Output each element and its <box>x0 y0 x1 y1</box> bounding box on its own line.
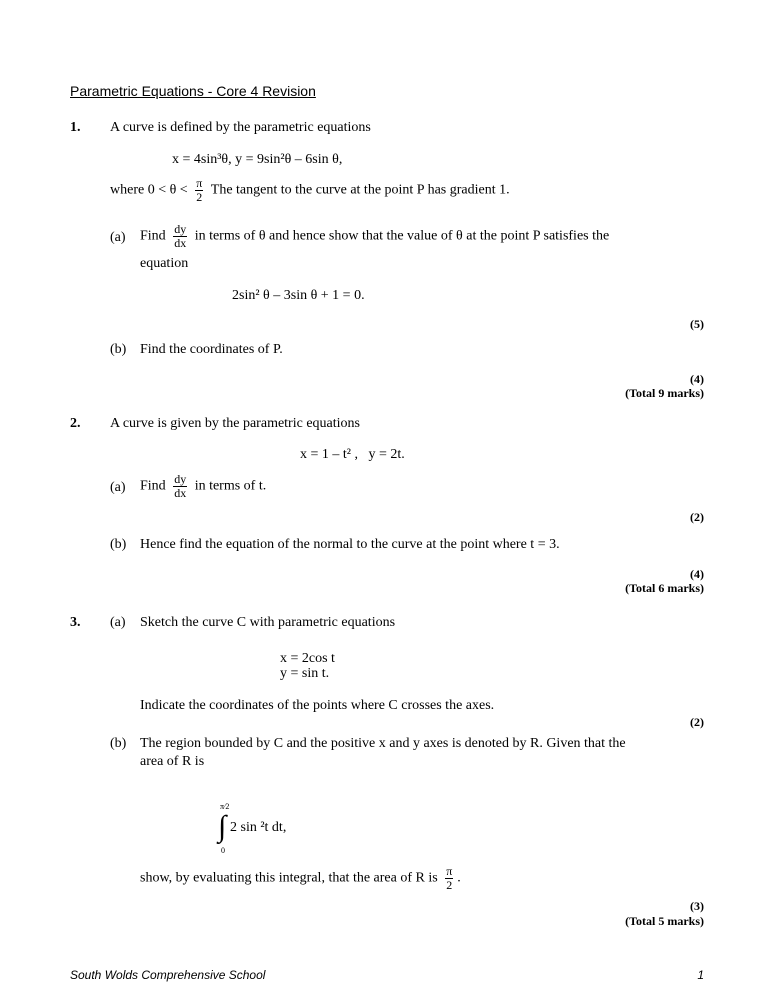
dydx-fraction <box>173 473 187 500</box>
integrand: 2 sin ²t dt, <box>230 820 287 835</box>
q3b-text2: area of R is <box>140 754 205 769</box>
integral-sign: ∫ <box>218 810 227 843</box>
numerator: dy <box>174 472 187 486</box>
q1a-equation: 2sin² θ – 3sin θ + 1 = 0. <box>232 288 365 303</box>
q3a-text2: Indicate the coordinates of the points where C crosses the axes. <box>140 698 495 713</box>
footer-page-number: 1 <box>697 968 704 982</box>
q3-number: 3. <box>70 615 81 630</box>
q2-intro: A curve is given by the parametric equations <box>110 416 360 431</box>
numerator: dy <box>174 222 187 236</box>
q2b-marks: (4) <box>690 567 704 581</box>
page-title: Parametric Equations - Core 4 Revision <box>70 83 316 99</box>
dydx-fraction <box>173 223 187 250</box>
q3-total: (Total 5 marks) <box>625 914 704 928</box>
q3b-label: (b) <box>110 736 127 751</box>
find-word: Find <box>140 478 166 494</box>
q3-eq1: x = 2cos t <box>280 651 335 666</box>
q1-where-suffix: The tangent to the curve at the point P has gradient 1. <box>210 182 510 198</box>
q1-number: 1. <box>70 120 81 135</box>
integral-upper-limit: π⁄2 <box>220 802 230 811</box>
numerator: π <box>196 176 203 190</box>
q3b-text: The region bounded by C and the positive x and y axes is denoted by R. Given that the <box>140 736 626 751</box>
q1a-text2: equation <box>140 256 189 271</box>
denominator: dx <box>174 236 187 250</box>
q1b-marks: (4) <box>690 372 704 386</box>
q1a-marks: (5) <box>690 317 704 331</box>
q2b-text: Hence find the equation of the normal to the curve at the point where t = 3. <box>140 537 560 552</box>
q1b-text: Find the coordinates of P. <box>140 342 283 357</box>
q3b-marks: (3) <box>690 899 704 913</box>
q1b-label: (b) <box>110 342 127 357</box>
q2-equation: x = 1 – t² , y = 2t. <box>300 447 405 462</box>
q1-total: (Total 9 marks) <box>625 386 704 400</box>
q2a-marks: (2) <box>690 510 704 524</box>
q2a-label: (a) <box>110 480 126 495</box>
denominator: dx <box>174 486 187 500</box>
q2-number: 2. <box>70 416 81 431</box>
q2b-label: (b) <box>110 537 127 552</box>
q1a-text: in terms of θ and hence show that the value of θ at the point P satisfies the <box>194 228 610 244</box>
q3a-text: Sketch the curve C with parametric equations <box>140 615 396 630</box>
show-text: show, by evaluating this integral, that the area of R is <box>140 870 438 886</box>
q2-total: (Total 6 marks) <box>625 581 704 595</box>
q1-range-fraction <box>195 177 203 204</box>
q3a-marks: (2) <box>690 715 704 729</box>
q3b-show-line: show, by evaluating this integral, that the area of R is $\frac{\pi}{2}$ . <box>140 864 461 892</box>
footer-school: South Wolds Comprehensive School <box>70 968 266 982</box>
q2a-line <box>140 473 266 500</box>
numerator: π <box>446 864 453 878</box>
q3a-label: (a) <box>110 615 126 630</box>
q1-where-line <box>110 177 510 204</box>
result-fraction <box>445 865 453 892</box>
q1-where-prefix: where 0 < θ < <box>110 182 188 198</box>
find-word: Find <box>140 228 166 244</box>
q1a-line <box>140 223 609 250</box>
integral-lower-limit: 0 <box>221 846 225 855</box>
q1-intro: A curve is defined by the parametric equations <box>110 120 371 135</box>
denominator: 2 <box>446 878 453 892</box>
q1a-label: (a) <box>110 230 126 245</box>
q3-eq2: y = sin t. <box>280 666 330 681</box>
q1-equation: x = 4sin³θ, y = 9sin²θ – 6sin θ, <box>172 152 343 167</box>
q2a-text: in terms of t. <box>194 478 267 494</box>
denominator: 2 <box>196 190 203 204</box>
